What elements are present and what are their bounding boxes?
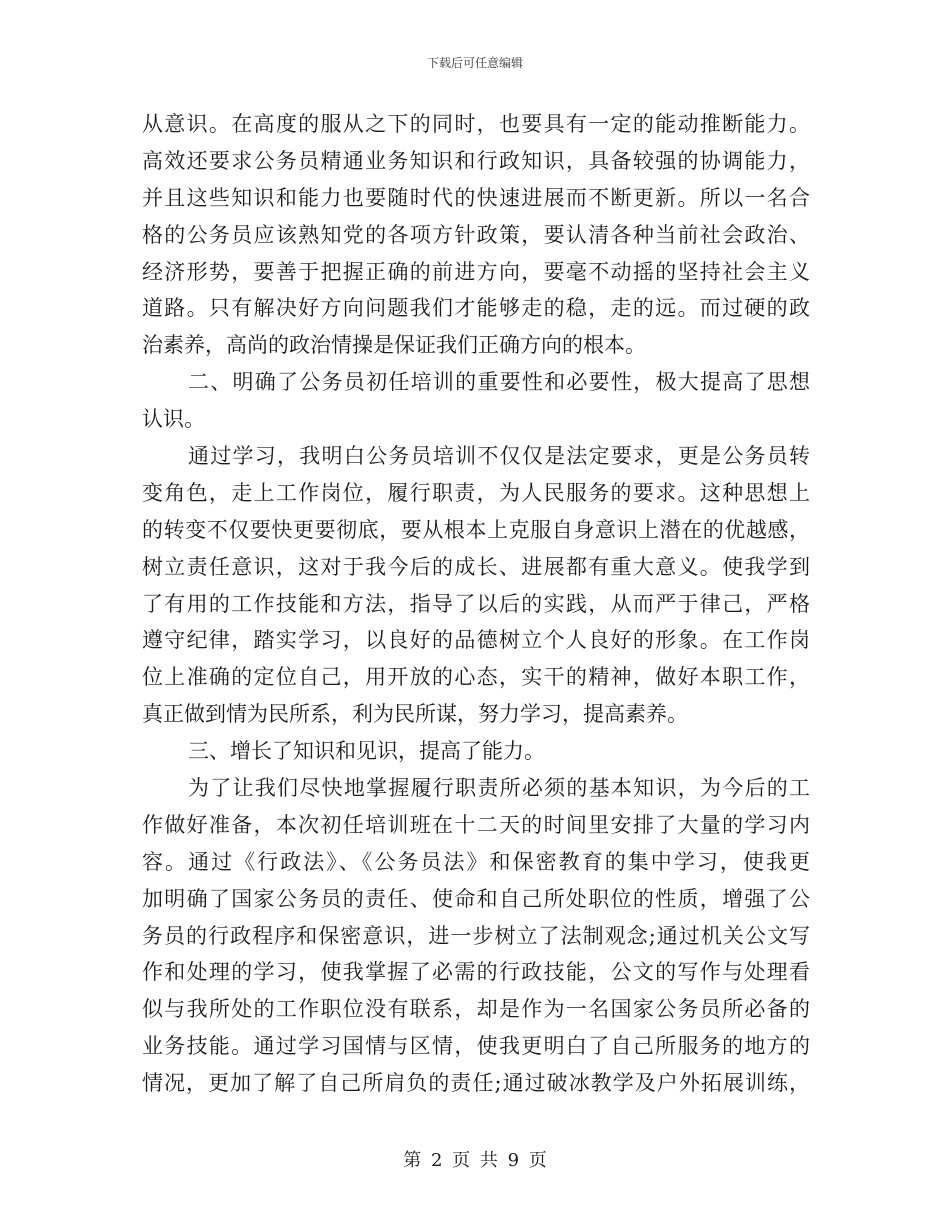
text-line: 经济形势，要善于把握正确的前进方向，要毫不动摇的坚持社会主义 <box>142 259 810 284</box>
text-line: 树立责任意识，这对于我今后的成长、进展都有重大意义。使我学到 <box>142 554 810 579</box>
text-line: 真正做到情为民所系，利为民所谋，努力学习，提高素养。 <box>142 702 688 727</box>
text-line: 变角色，走上工作岗位，履行职责，为人民服务的要求。这种思想上 <box>142 480 810 505</box>
text-line: 业务技能。通过学习国情与区情，使我更明白了自己所服务的地方的 <box>142 1034 810 1059</box>
text-line: 加明确了国家公务员的责任、使命和自己所处职位的性质，增强了公 <box>142 886 810 911</box>
text-line: 的转变不仅要快更要彻底，要从根本上克服自身意识上潜在的优越感， <box>142 517 810 542</box>
page-number-footer: 第 2 页 共 9 页 <box>403 1150 547 1171</box>
text-line: 格的公务员应该熟知党的各项方针政策，要认清各种当前社会政治、 <box>142 222 810 247</box>
text-line: 认识。 <box>142 407 205 432</box>
text-line: 情况，更加了解了自己所肩负的责任;通过破冰教学及户外拓展训练， <box>142 1071 810 1096</box>
text-line: 高效还要求公务员精通业务知识和行政知识，具备较强的协调能力， <box>142 148 810 173</box>
document-body <box>142 106 810 1102</box>
text-line: 并且这些知识和能力也要随时代的快速进展而不断更新。所以一名合 <box>142 185 810 210</box>
text-line: 为了让我们尽快地掌握履行职责所必须的基本知识，为今后的工 <box>188 776 810 801</box>
text-line: 务员的行政程序和保密意识，进一步树立了法制观念;通过机关公文写 <box>142 923 810 948</box>
text-line: 三、增长了知识和见识，提高了能力。 <box>188 739 545 764</box>
text-line: 道路。只有解决好方向问题我们才能够走的稳，走的远。而过硬的政 <box>142 296 810 321</box>
text-line: 作做好准备，本次初任培训班在十二天的时间里安排了大量的学习内 <box>142 812 810 837</box>
text-line: 二、明确了公务员初任培训的重要性和必要性，极大提高了思想 <box>188 370 810 395</box>
text-line: 遵守纪律，踏实学习，以良好的品德树立个人良好的形象。在工作岗 <box>142 628 810 653</box>
text-line: 位上准确的定位自己，用开放的心态，实干的精神，做好本职工作， <box>142 665 810 690</box>
text-line: 容。通过《行政法》、《公务员法》和保密教育的集中学习，使我更 <box>142 849 810 874</box>
text-line: 通过学习，我明白公务员培训不仅仅是法定要求，更是公务员转 <box>188 444 810 469</box>
text-line: 似与我所处的工作职位没有联系，却是作为一名国家公务员所必备的 <box>142 997 810 1022</box>
text-line: 治素养，高尚的政治情操是保证我们正确方向的根本。 <box>142 333 646 358</box>
text-line: 了有用的工作技能和方法，指导了以后的实践，从而严于律己，严格 <box>142 591 810 616</box>
page-header-note: 下载后可任意编辑 <box>426 56 523 70</box>
text-line: 作和处理的学习，使我掌握了必需的行政技能，公文的写作与处理看 <box>142 960 810 985</box>
text-line: 从意识。在高度的服从之下的同时，也要具有一定的能动推断能力。 <box>142 112 810 136</box>
